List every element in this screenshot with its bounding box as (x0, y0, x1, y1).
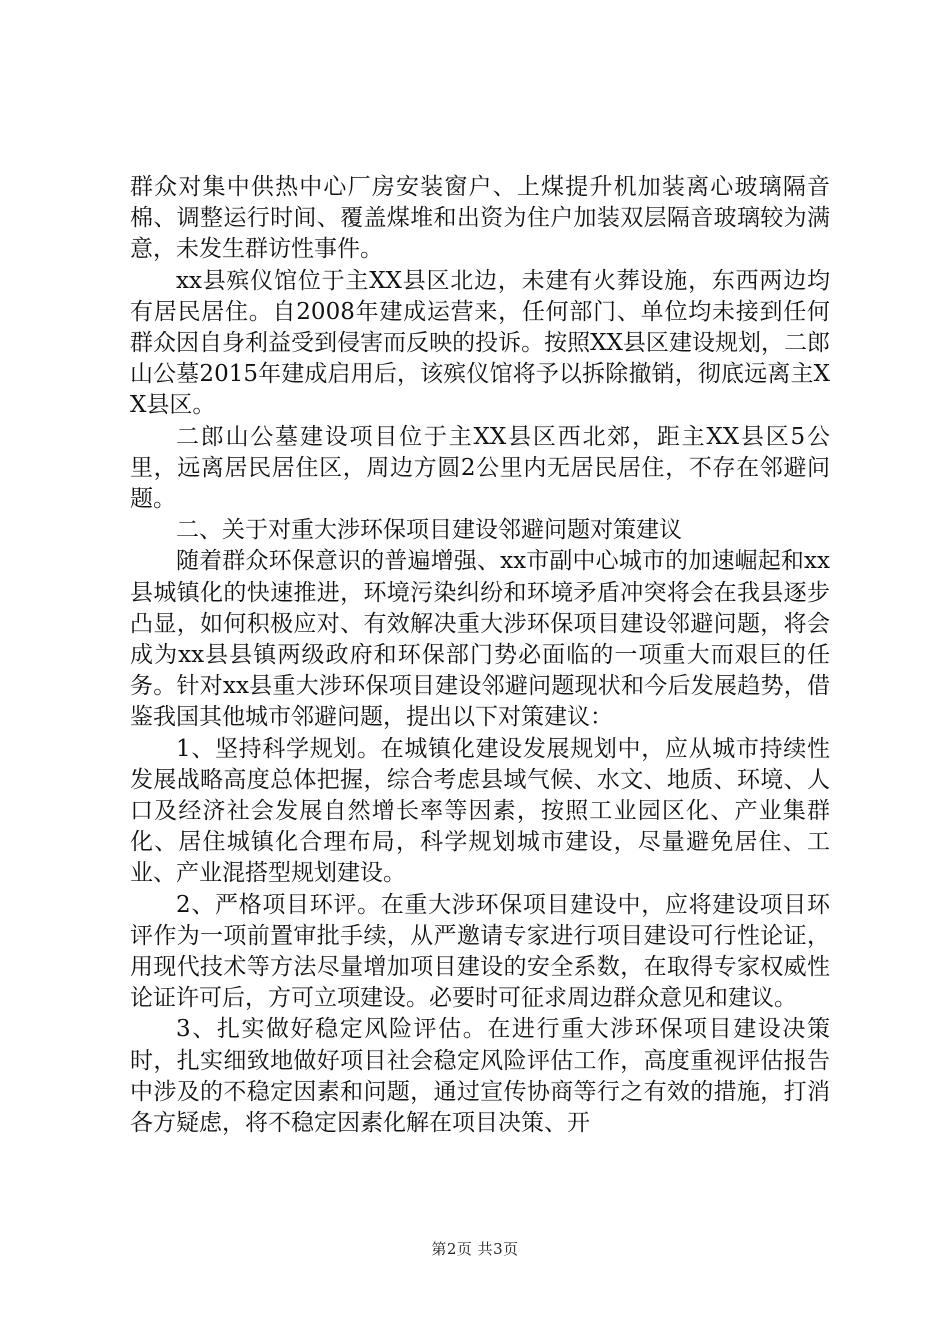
paragraph-funeral-home: xx县殡仪馆位于主XX县区北边，未建有火葬设施，东西两边均有居民居住。自2008年建成运营来，任何部门、单位均未接到任何群众因自身利益受到侵害而反映的投诉。按照XX县区建设规划，二郎山公墓2015年建成启用后，该殡仪馆将予以拆除撤销，彻底远离主XX县区。 (130, 267, 830, 419)
paragraph-suggestion-1: 1、坚持科学规划。在城镇化建设发展规划中，应从城市持续性发展战略高度总体把握，综合考虑县域气候、水文、地质、环境、人口及经济社会发展自然增长率等因素，按照工业园区化、产业集群化、居住城镇化合理布局，科学规划城市建设，尽量避免居住、工业、产业混搭型规划建设。 (130, 735, 830, 887)
paragraph-suggestion-3: 3、扎实做好稳定风险评估。在进行重大涉环保项目建设决策时，扎实细致地做好项目社会稳定风险评估工作，高度重视评估报告中涉及的不稳定因素和问题，通过宣传协商等行之有效的措施，打消各方疑虑，将不稳定因素化解在项目决策、开 (130, 1016, 830, 1137)
paragraph-cemetery: 二郎山公墓建设项目位于主XX县区西北郊，距主XX县区5公里，远离居民居住区，周边方圆2公里内无居民居住，不存在邻避问题。 (130, 423, 830, 513)
document-body (130, 172, 830, 1139)
page-footer: 第2页 共3页 (431, 1240, 519, 1258)
paragraph-suggestion-2: 2、严格项目环评。在重大涉环保项目建设中，应将建设项目环评作为一项前置审批手续，从严邀请专家进行项目建设可行性论证，用现代技术等方法尽量增加项目建设的安全系数，在取得专家权威性论证许可后，方可立项建设。必要时可征求周边群众意见和建议。 (130, 891, 830, 1012)
section-heading: 二、关于对重大涉环保项目建设邻避问题对策建议 (176, 517, 682, 544)
paragraph-continuation: 群众对集中供热中心厂房安装窗户、上煤提升机加装离心玻璃隔音棉、调整运行时间、覆盖煤堆和出资为住户加装双层隔音玻璃较为满意，未发生群访性事件。 (130, 174, 830, 263)
paragraph-intro-suggestions: 随着群众环保意识的普遍增强、xx市副中心城市的加速崛起和xx县城镇化的快速推进，环境污染纠纷和环境矛盾冲突将会在我县逐步凸显，如何积极应对、有效解决重大涉环保项目建设邻避问题，将会成为xx县县镇两级政府和环保部门势必面临的一项重大而艰巨的任务。针对xx县重大涉环保项目建设邻避问题现状和今后发展趋势，借鉴我国其他城市邻避问题，提出以下对策建议： (130, 548, 830, 731)
